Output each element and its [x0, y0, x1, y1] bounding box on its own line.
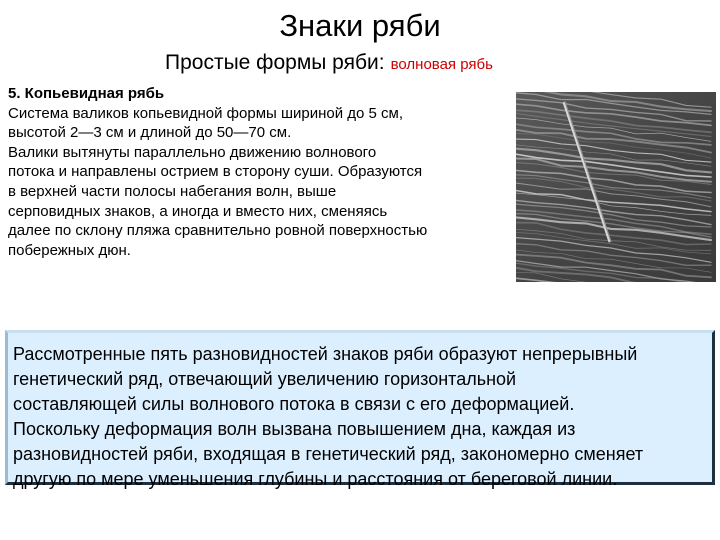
description-line: Система валиков копьевидной формы шириной до 5 см,: [8, 104, 404, 122]
summary-line: составляющей силы волнового потока в связи с его деформацией.: [13, 394, 575, 414]
slide-title: Знаки ряби: [279, 8, 441, 43]
summary-line: разновидностей ряби, входящая в генетический ряд, закономерно сменяет: [13, 444, 644, 464]
description-line: в верхней части полосы набегания волн, выше: [8, 182, 337, 200]
subtitle-accent: волновая рябь: [390, 56, 493, 73]
section-heading: 5. Копьевидная рябь: [8, 85, 165, 102]
ripple-photo: [516, 92, 716, 282]
description-line: потока и направлены острием в сторону суши. Образуются: [8, 163, 423, 181]
description-line: серповидных знаков, а иногда и вместо них, сменяясь: [8, 202, 388, 220]
description-line: побережных дюн.: [8, 241, 131, 259]
summary-box: [5, 330, 715, 489]
summary-line: Рассмотренные пять разновидностей знаков ряби образуют непрерывный: [13, 344, 638, 364]
summary-line: генетический ряд, отвечающий увеличению горизонтальной: [13, 369, 517, 389]
ripple-description: [8, 84, 513, 260]
slide-subtitle: [165, 50, 493, 78]
summary-line: Поскольку деформация волн вызвана повышением дна, каждая из: [13, 419, 576, 439]
description-line: Валики вытянуты параллельно движению волнового: [8, 143, 377, 161]
description-line: далее по склону пляжа сравнительно ровной поверхностью: [8, 222, 428, 240]
description-line: высотой 2—3 см и длиной до 50—70 см.: [8, 124, 292, 142]
summary-line: другую по мере уменьшения глубины и расстояния от береговой линии.: [13, 469, 618, 489]
subtitle-text: Простые формы ряби:: [165, 51, 385, 74]
